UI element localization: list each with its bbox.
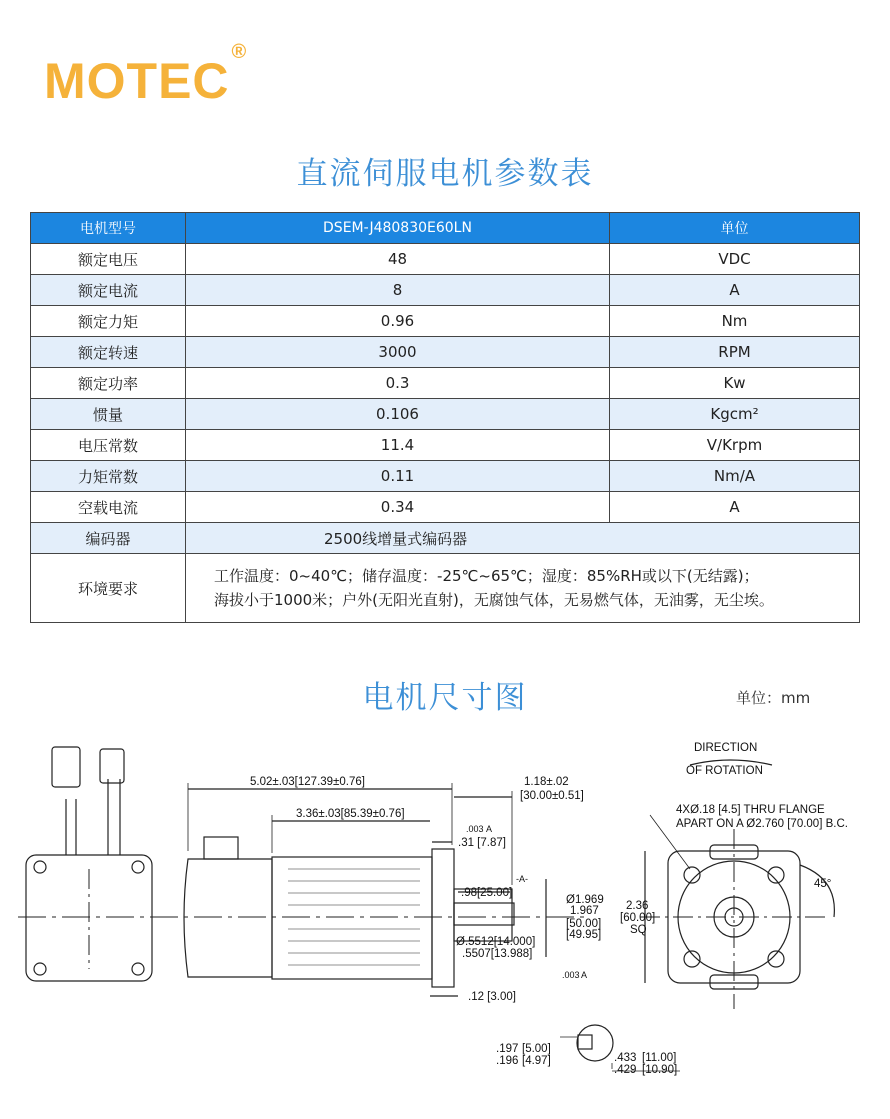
environment-value [186,554,860,623]
table-row [31,430,860,461]
encoder-row [31,523,860,554]
motor-dimension-drawing [0,719,890,1119]
dim-key-height-d: [10.90] [642,1064,678,1076]
rotation-label-b: OF ROTATION [686,765,763,777]
row-unit: RPM [610,337,860,368]
dim-shaft-dia-b: .5507[13.988] [462,948,533,960]
environment-row [31,554,860,623]
row-label: 额定功率 [31,368,186,399]
table-row [31,306,860,337]
row-label: 额定转速 [31,337,186,368]
table-row [31,337,860,368]
row-label: 额定电压 [31,244,186,275]
row-unit: V/Krpm [610,430,860,461]
dim-body-length: 3.36±.03[85.39±0.76] [296,808,405,820]
dim-square-c: SQ [630,924,647,936]
dim-tol1: .003 [466,824,484,834]
dim-shaft-length-b: [30.00±0.51] [520,790,584,802]
encoder-label: 编码器 [31,523,186,554]
dim-pilot-a: Ø1.969 [566,894,604,906]
row-value: 0.96 [186,306,610,337]
encoder-value: 2500线增量式编码器 [186,523,860,554]
table-title: 直流伺服电机参数表 [296,156,594,192]
table-row [31,492,860,523]
row-unit: VDC [610,244,860,275]
environment-line-2: 海拔小于1000米；户外(无阳光直射)，无腐蚀气体，无易燃气体，无油雾，无尘埃。 [214,591,774,609]
drawing-unit-label: 单位：mm [736,689,811,707]
table-row [31,461,860,492]
row-unit: A [610,275,860,306]
dim-key-width-b: .196 [496,1055,519,1067]
table-row [31,399,860,430]
header-model-label: 电机型号 [31,213,186,244]
header-unit: 单位 [610,213,860,244]
row-unit: A [610,492,860,523]
dim-key-width-d: [4.97] [522,1055,551,1067]
row-value: 11.4 [186,430,610,461]
dim-square-b: [60.00] [620,912,656,924]
dim-pilot-d: [49.95] [566,929,602,941]
environment-label: 环境要求 [31,554,186,623]
drawing-title: 电机尺寸图 [362,680,528,716]
dim-key-height-b: .429 [614,1064,637,1076]
row-value: 0.11 [186,461,610,492]
table-row [31,368,860,399]
dim-angle: 45° [814,878,832,890]
dim-overall-length: 5.02±.03[127.39±0.76] [250,776,365,788]
row-label: 额定电流 [31,275,186,306]
row-label: 额定力矩 [31,306,186,337]
spec-table [30,212,860,623]
motor-front-view [640,760,834,1009]
row-value: 0.106 [186,399,610,430]
dim-flange-thickness: .31 [7.87] [458,837,506,849]
row-unit: Nm [610,306,860,337]
dim-tol1-ref: A [486,824,493,834]
dim-shaft-length-a: 1.18±.02 [524,776,569,788]
holes-note-a: 4XØ.18 [4.5] THRU FLANGE [676,804,825,816]
row-unit: Kgcm² [610,399,860,430]
motor-back-view [26,747,152,981]
dim-tol2-ref: A [581,970,588,980]
table-row [31,275,860,306]
table-row [31,244,860,275]
row-value: 0.34 [186,492,610,523]
dim-key-height-a: .433 [614,1052,637,1064]
dim-pilot-c: [50.00] [566,918,602,930]
dim-pilot-depth: .12 [3.00] [468,991,516,1003]
row-value: 8 [186,275,610,306]
dim-shaft-dia-a: Ø.5512[14.000] [456,936,536,948]
row-value: 0.3 [186,368,610,399]
header-model-value: DSEM-J480830E60LN [186,213,610,244]
dim-key-width-c: [5.00] [522,1043,551,1055]
environment-line-1: 工作温度：0~40℃；储存温度：-25℃~65℃；湿度：85%RH或以下(无结露)； [214,567,759,585]
dim-shaft-key-length: .98[25.00] [461,887,513,899]
row-label: 惯量 [31,399,186,430]
row-unit: Kw [610,368,860,399]
holes-note-b: APART ON A Ø2.760 [70.00] B.C. [676,818,848,830]
motec-logo: MOTEC® [44,41,248,109]
row-label: 空载电流 [31,492,186,523]
row-unit: Nm/A [610,461,860,492]
row-label: 力矩常数 [31,461,186,492]
dim-datum: -A- [516,874,528,884]
dim-tol2: .003 [562,970,580,980]
dim-pilot-b: 1.967 [570,905,599,917]
rotation-label-a: DIRECTION [694,742,758,754]
row-value: 48 [186,244,610,275]
row-value: 3000 [186,337,610,368]
row-label: 电压常数 [31,430,186,461]
table-header-row [31,213,860,244]
dim-square-a: 2.36 [626,900,649,912]
dim-key-width-a: .197 [496,1043,519,1055]
dim-key-height-c: [11.00] [642,1052,677,1064]
